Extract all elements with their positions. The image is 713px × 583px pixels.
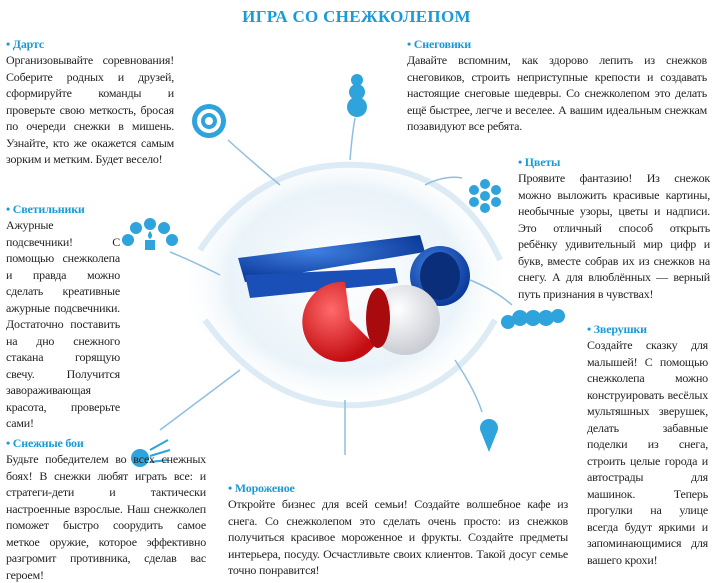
section-ice-cream [228,481,568,579]
section-heading: • Светильники [6,202,85,216]
caterpillar-icon [501,309,565,329]
snowman-icon [347,74,367,117]
section-heading: • Дартс [6,37,44,51]
candle-icon [122,218,178,250]
section-darts [6,37,174,168]
section-lamps [6,202,120,432]
section-animals [587,322,708,568]
section-text: Давайте вспомним, как здорово лепить из снежков снеговиков, строить неприступные крепости и создавать настоящие снеговые шедевры. Со снежколепом это делать ещё быстрее, легче и веселее. А вашим идеальным снежкам позавидуют все ребята. [407,53,707,133]
section-heading: • Зверушки [587,322,647,336]
section-heading: • Мороженое [228,481,295,495]
section-heading: • Снежные бои [6,436,84,450]
section-heading: • Цветы [518,155,561,169]
section-text: Создайте сказку для малышей! С помощью снежколепа можно конструировать весёлых мультяшных зверушек, делать забавные поделки из снега, строить целые города и автострады для машинок. Теперь прогулки на улице всегда будут яркими и запоминающимися для вашего крохи! [587,338,708,567]
section-snow-fights [6,436,206,583]
section-text: Проявите фантазию! Из снежок можно выложить красивые картины, необычные узоры, цветы и надписи. Это отличный способ открыть ребёнку удивительный мир цифр и букв, вместе собрав их из снежков на снегу. А для влюблённых — верный путь признания в чувствах! [518,171,710,301]
section-flowers [518,155,710,302]
section-text: Ажурные подсвечники! С помощью снежколепа и правда можно сделать креативные ажурные подсвечники. Достаточно поставить на дно снежного стакана горящую свечу. Получится завораживающая красота, проверьте сами! [6,218,120,430]
section-text: Организовывайте соревнования! Соберите родных и друзей, сформируйте команды и проверьте свою меткость, бросая по очереди снежки в мишень. Узнайте, кто же окажется самым зорким и метким. Будет весело! [6,53,174,166]
section-heading: • Снеговики [407,37,471,51]
section-text: Будьте победителем во всех снежных боях! В снежки любят играть все: и стратеги-дети и тактически настроенные взрослые. Наш снежколеп поможет быстро соорудить самое меткое оружие, которое эффективно разгромит противника, сделав вас героем! [6,452,206,582]
page-title: ИГРА СО СНЕЖКОЛЕПОМ [242,7,471,26]
ice-cream-icon [480,419,498,452]
target-icon [192,104,226,138]
section-text: Откройте бизнес для всей семьи! Создайте волшебное кафе из снега. Со снежколепом это сделать очень просто: из снежков получиться красивое мороженное и фрукты. Создайте предметы интерьера, посуду. Осчастливьте своих клиентов. Такой досуг семье точно понравится! [228,497,568,577]
section-snowmen [407,37,707,135]
